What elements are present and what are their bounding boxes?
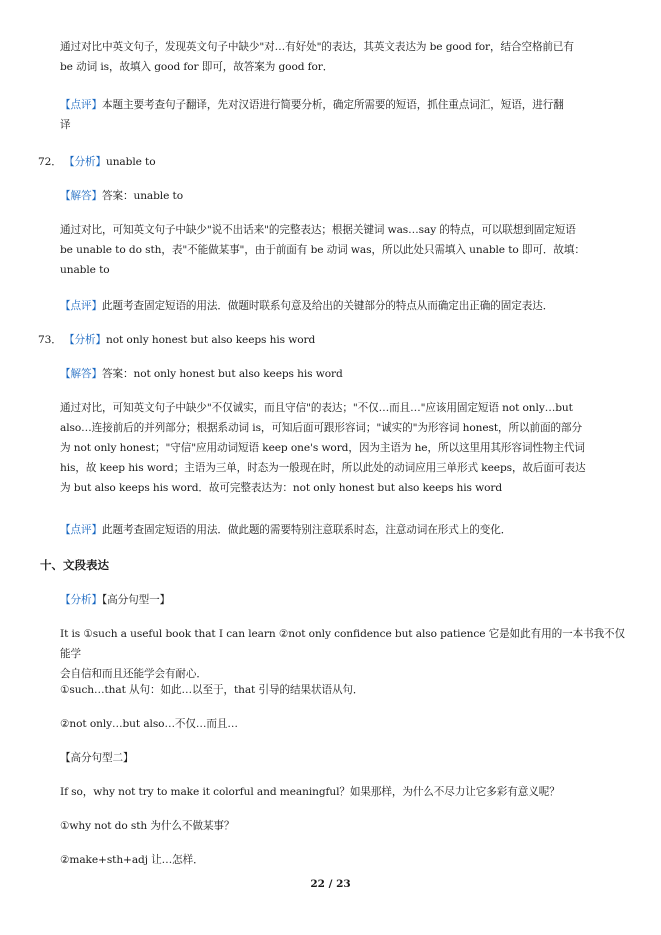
q72-comment [60,296,626,316]
pattern1-sentence [60,624,626,684]
answer-tag: 【解答】 [60,190,102,202]
q72-explain-line-3: unable to [60,264,110,276]
q73-explain-line-4: his，故 keep his word；主语为三单，时态为一般现在时，所以此处的动词应用三单形式 keeps，故后面可表达 [60,462,586,474]
q73-explain-line-1: 通过对比，可知英文句子中缺少"不仅诚实，而且守信"的表达；"不仅…而且…"应该用固定短语 not only…but [60,402,573,414]
answer-tag: 【解答】 [60,368,102,380]
q73-number: 73． [38,334,62,346]
q73-comment [60,520,626,540]
q72-explanation [60,220,626,280]
q72-answer [60,186,626,206]
q72-analysis [38,152,604,172]
comment-tag: 【点评】 [60,99,102,111]
intro-line-2: be 动词 is，故填入 good for 即可，故答案为 good for． [60,61,334,73]
q73-answer [60,364,626,384]
pattern2-label: 【高分句型二】 [60,752,134,764]
q72-number: 72． [38,156,62,168]
q72-explain-line-2: be unable to do sth，表"不能做某事"，由于前面有 be 动词 was，所以此处只需填入 unable to 即可．故填： [60,244,585,256]
q72-analysis-text: unable to [105,156,156,168]
note-1: ①such…that 从句：如此…以至于，that 引导的结果状语从句． [60,684,364,696]
intro-explanation [60,37,626,77]
q73-analysis-text: not only honest but also keeps his word [105,334,316,346]
pattern1-label: 【高分句型一】 [101,594,171,606]
q73-comment-text: 此题考查固定短语的用法．做此题的需要特别注意联系时态，注意动词在形式上的变化． [101,524,512,536]
intro-comment [60,95,626,135]
intro-comment-line-1: 本题主要考查句子翻译，先对汉语进行简要分析，确定所需要的短语，抓住重点词汇，短语，进行翻 [101,99,564,111]
q73-explain-line-5: 为 but also keeps his word．故可完整表达为：not only honest but also keeps his word [60,482,503,494]
analysis-tag: 【分析】 [64,334,106,346]
q73-analysis [38,330,604,350]
note-4: ②make+sth+adj 让…怎样． [60,854,204,866]
q72-comment-text: 此题考查固定短语的用法．做题时联系句意及给出的关键部分的特点从而确定出正确的固定表达． [101,300,554,312]
intro-comment-line-2: 译 [60,119,71,131]
q73-answer-text: 答案：not only honest but also keeps his word [101,368,343,380]
q72-explain-line-1: 通过对比，可知英文句子中缺少"说不出话来"的完整表达；根据关键词 was…say 的特点，可以联想到固定短语 [60,224,576,236]
analysis-tag: 【分析】 [60,594,102,606]
pattern1-line-1: It is ①such a useful book that I can learn ②not only confidence but also patience 它是如此有用的一本书我不仅能学 [60,628,626,660]
section-analysis [60,590,626,610]
analysis-tag: 【分析】 [64,156,106,168]
pattern2-sentence: If so，why not try to make it colorful and meaningful？如果那样，为什么不尽力让它多彩有意义呢？ [60,786,560,798]
q73-explanation [60,398,626,498]
page-number: 22 / 23 [310,878,351,890]
comment-tag: 【点评】 [60,300,102,312]
q73-explain-line-2: also…连接前后的并列部分；根据系动词 is，可知后面可跟形容词；"诚实的"为形容词 honest，所以前面的部分 [60,422,582,434]
comment-tag: 【点评】 [60,524,102,536]
q73-explain-line-3: 为 not only honest；"守信"应用动词短语 keep one's word，因为主语为 he，所以这里用其形容词性物主代词 [60,442,585,454]
section-title: 十、文段表达 [40,558,109,572]
note-2: ②not only…but also…不仅…而且… [60,718,238,730]
intro-line-1: 通过对比中英文句子，发现英文句子中缺少"对…有好处"的表达，其英文表达为 be good for，结合空格前已有 [60,41,574,53]
note-3: ①why not do sth 为什么不做某事？ [60,820,235,832]
q72-answer-text: 答案：unable to [101,190,183,202]
pattern1-line-2: 会自信和而且还能学会有耐心． [60,668,207,680]
